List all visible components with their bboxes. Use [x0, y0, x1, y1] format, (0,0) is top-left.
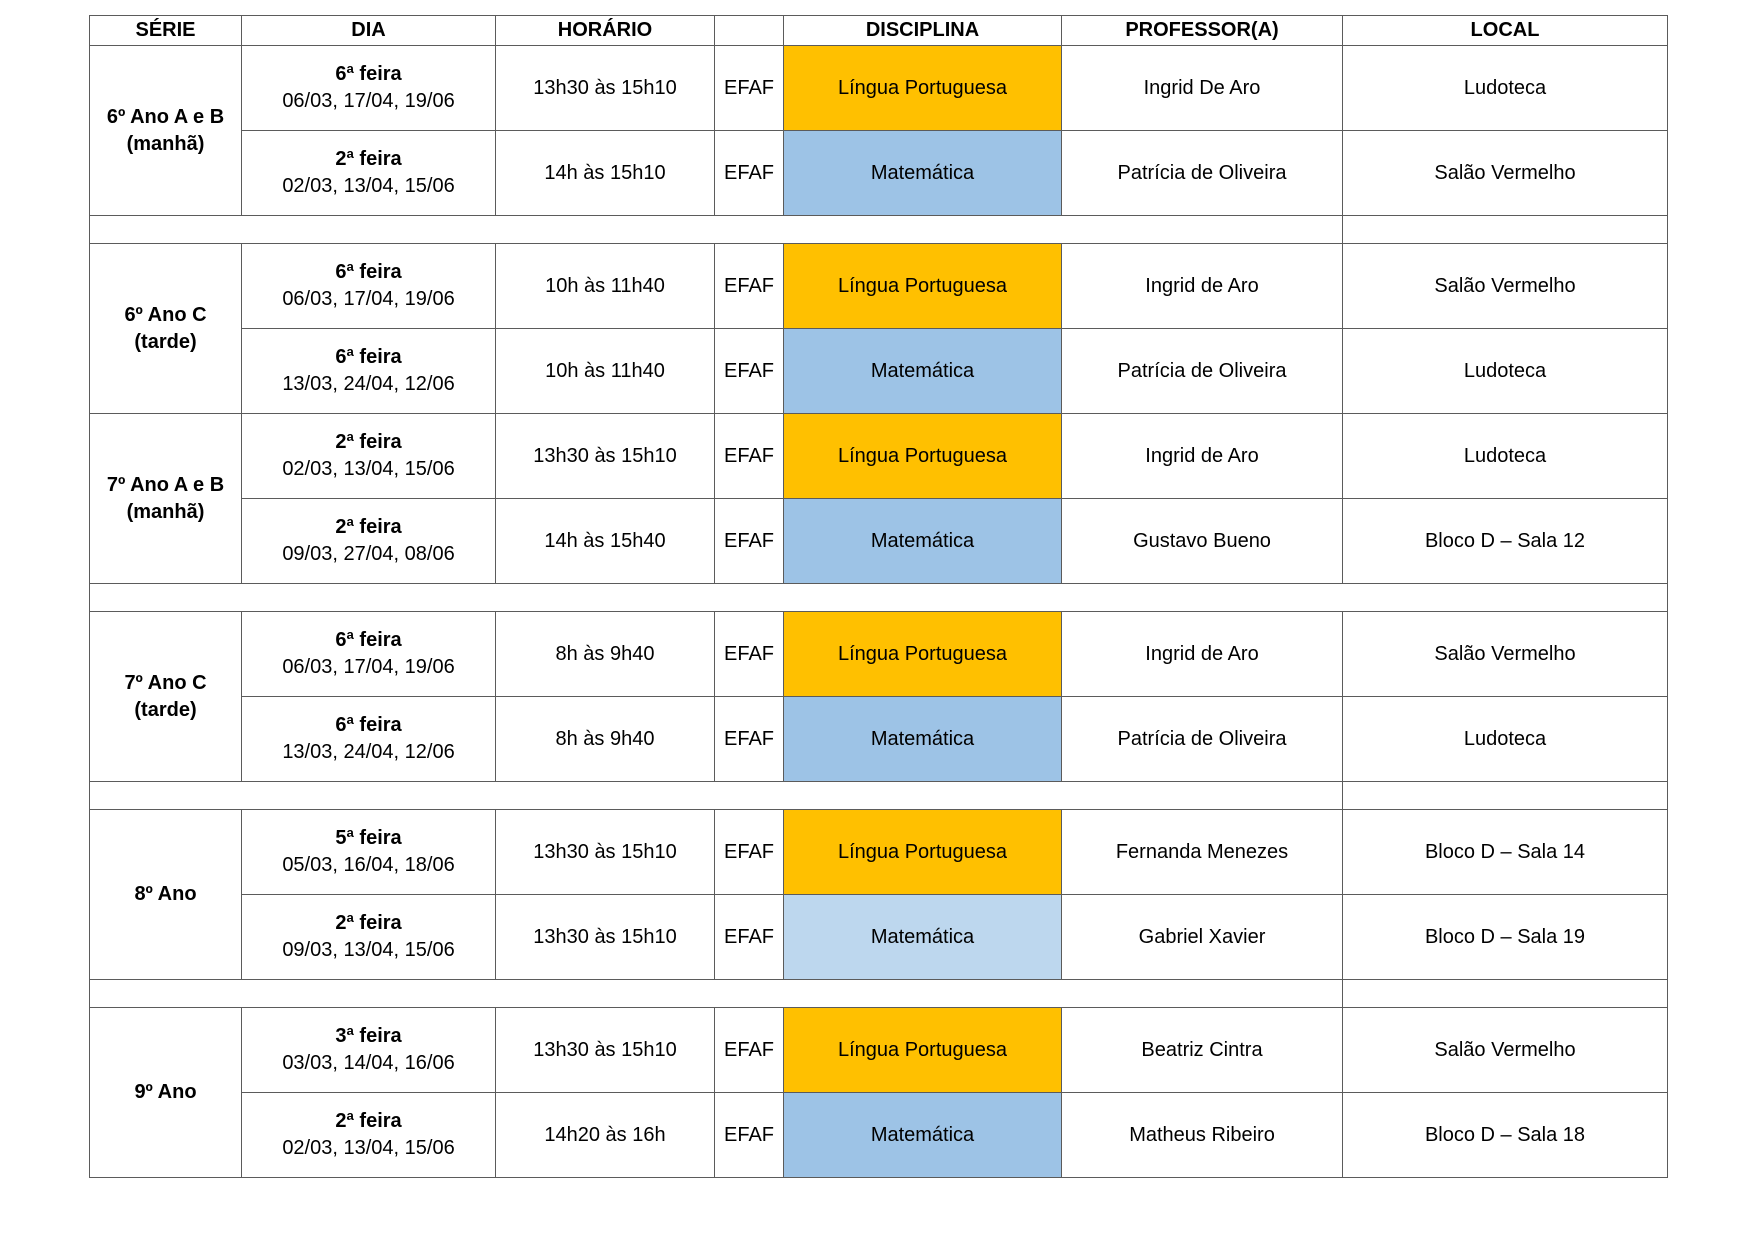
- location-cell: Bloco D – Sala 18: [1343, 1093, 1668, 1178]
- day-dates: 06/03, 17/04, 19/06: [282, 656, 455, 678]
- spacer-row: [90, 782, 1668, 810]
- header-horario: HORÁRIO: [496, 16, 715, 46]
- level-cell: EFAF: [715, 1093, 784, 1178]
- subject-cell: Língua Portuguesa: [784, 244, 1062, 329]
- spacer-cell: [90, 980, 1343, 1008]
- header-row: [90, 16, 1668, 46]
- level-cell: EFAF: [715, 612, 784, 697]
- level-cell: EFAF: [715, 414, 784, 499]
- location-cell: Salão Vermelho: [1343, 244, 1668, 329]
- table-row: [90, 329, 1668, 414]
- subject-cell: Matemática: [784, 131, 1062, 216]
- time-cell: 10h às 11h40: [496, 329, 715, 414]
- header-level: [715, 16, 784, 46]
- serie-cell: 6º Ano A e B (manhã): [90, 46, 242, 216]
- location-cell: Bloco D – Sala 19: [1343, 895, 1668, 980]
- table-row: [90, 414, 1668, 499]
- day-name: 6ª feira: [335, 261, 402, 283]
- day-dates: 02/03, 13/04, 15/06: [282, 175, 455, 197]
- day-dates: 13/03, 24/04, 12/06: [282, 373, 455, 395]
- header-serie: SÉRIE: [90, 16, 242, 46]
- day-name: 5ª feira: [335, 827, 402, 849]
- teacher-cell: Ingrid de Aro: [1062, 244, 1343, 329]
- subject-cell: Língua Portuguesa: [784, 414, 1062, 499]
- day-cell: [242, 244, 496, 329]
- header-dia: DIA: [242, 16, 496, 46]
- subject-cell: Língua Portuguesa: [784, 612, 1062, 697]
- day-name: 6ª feira: [335, 714, 402, 736]
- level-cell: EFAF: [715, 46, 784, 131]
- day-dates: 06/03, 17/04, 19/06: [282, 90, 455, 112]
- level-cell: EFAF: [715, 895, 784, 980]
- day-name: 2ª feira: [335, 148, 402, 170]
- header-professor: PROFESSOR(A): [1062, 16, 1343, 46]
- spacer-cell: [1343, 980, 1668, 1008]
- day-name: 6ª feira: [335, 63, 402, 85]
- day-name: 2ª feira: [335, 1110, 402, 1132]
- day-dates: 09/03, 27/04, 08/06: [282, 543, 455, 565]
- teacher-cell: Ingrid de Aro: [1062, 414, 1343, 499]
- serie-cell: 7º Ano C (tarde): [90, 612, 242, 782]
- subject-cell: Língua Portuguesa: [784, 1008, 1062, 1093]
- table-row: [90, 1093, 1668, 1178]
- day-cell: [242, 1093, 496, 1178]
- spacer-cell: [90, 782, 1343, 810]
- time-cell: 13h30 às 15h10: [496, 46, 715, 131]
- time-cell: 8h às 9h40: [496, 612, 715, 697]
- table-row: [90, 810, 1668, 895]
- day-name: 3ª feira: [335, 1025, 402, 1047]
- day-name: 2ª feira: [335, 431, 402, 453]
- location-cell: Bloco D – Sala 14: [1343, 810, 1668, 895]
- location-cell: Ludoteca: [1343, 329, 1668, 414]
- teacher-cell: Ingrid de Aro: [1062, 612, 1343, 697]
- teacher-cell: Gabriel Xavier: [1062, 895, 1343, 980]
- table-row: [90, 131, 1668, 216]
- time-cell: 13h30 às 15h10: [496, 810, 715, 895]
- table-row: [90, 612, 1668, 697]
- day-cell: [242, 131, 496, 216]
- time-cell: 10h às 11h40: [496, 244, 715, 329]
- day-cell: [242, 1008, 496, 1093]
- day-cell: [242, 895, 496, 980]
- day-cell: [242, 810, 496, 895]
- time-cell: 8h às 9h40: [496, 697, 715, 782]
- level-cell: EFAF: [715, 697, 784, 782]
- table-row: [90, 499, 1668, 584]
- subject-cell: Língua Portuguesa: [784, 46, 1062, 131]
- teacher-cell: Ingrid De Aro: [1062, 46, 1343, 131]
- serie-cell: 6º Ano C (tarde): [90, 244, 242, 414]
- header-disciplina: DISCIPLINA: [784, 16, 1062, 46]
- day-dates: 06/03, 17/04, 19/06: [282, 288, 455, 310]
- table-row: [90, 697, 1668, 782]
- schedule-table: [89, 15, 1668, 1178]
- spacer-row: [90, 584, 1668, 612]
- table-row: [90, 244, 1668, 329]
- day-cell: [242, 697, 496, 782]
- day-dates: 02/03, 13/04, 15/06: [282, 458, 455, 480]
- spacer-row: [90, 216, 1668, 244]
- level-cell: EFAF: [715, 244, 784, 329]
- table-row: [90, 46, 1668, 131]
- time-cell: 13h30 às 15h10: [496, 1008, 715, 1093]
- teacher-cell: Fernanda Menezes: [1062, 810, 1343, 895]
- subject-cell: Língua Portuguesa: [784, 810, 1062, 895]
- serie-cell: 8º Ano: [90, 810, 242, 980]
- location-cell: Salão Vermelho: [1343, 131, 1668, 216]
- day-dates: 13/03, 24/04, 12/06: [282, 741, 455, 763]
- day-cell: [242, 612, 496, 697]
- header-local: LOCAL: [1343, 16, 1668, 46]
- teacher-cell: Patrícia de Oliveira: [1062, 329, 1343, 414]
- teacher-cell: Beatriz Cintra: [1062, 1008, 1343, 1093]
- day-name: 6ª feira: [335, 346, 402, 368]
- spacer-cell: [1343, 782, 1668, 810]
- spacer-cell: [90, 584, 1668, 612]
- serie-cell: 9º Ano: [90, 1008, 242, 1178]
- time-cell: 13h30 às 15h10: [496, 895, 715, 980]
- day-cell: [242, 46, 496, 131]
- day-name: 2ª feira: [335, 516, 402, 538]
- location-cell: Bloco D – Sala 12: [1343, 499, 1668, 584]
- location-cell: Ludoteca: [1343, 697, 1668, 782]
- spacer-row: [90, 980, 1668, 1008]
- day-dates: 09/03, 13/04, 15/06: [282, 939, 455, 961]
- level-cell: EFAF: [715, 810, 784, 895]
- teacher-cell: Patrícia de Oliveira: [1062, 697, 1343, 782]
- location-cell: Ludoteca: [1343, 46, 1668, 131]
- day-cell: [242, 414, 496, 499]
- table-row: [90, 1008, 1668, 1093]
- spacer-cell: [1343, 216, 1668, 244]
- location-cell: Salão Vermelho: [1343, 612, 1668, 697]
- time-cell: 14h às 15h40: [496, 499, 715, 584]
- day-dates: 03/03, 14/04, 16/06: [282, 1052, 455, 1074]
- level-cell: EFAF: [715, 329, 784, 414]
- teacher-cell: Gustavo Bueno: [1062, 499, 1343, 584]
- subject-cell: Matemática: [784, 329, 1062, 414]
- day-name: 6ª feira: [335, 629, 402, 651]
- serie-cell: 7º Ano A e B (manhã): [90, 414, 242, 584]
- day-cell: [242, 499, 496, 584]
- location-cell: Ludoteca: [1343, 414, 1668, 499]
- subject-cell: Matemática: [784, 1093, 1062, 1178]
- subject-cell: Matemática: [784, 697, 1062, 782]
- day-cell: [242, 329, 496, 414]
- subject-cell: Matemática: [784, 499, 1062, 584]
- location-cell: Salão Vermelho: [1343, 1008, 1668, 1093]
- subject-cell: Matemática: [784, 895, 1062, 980]
- level-cell: EFAF: [715, 499, 784, 584]
- day-name: 2ª feira: [335, 912, 402, 934]
- time-cell: 14h às 15h10: [496, 131, 715, 216]
- day-dates: 02/03, 13/04, 15/06: [282, 1137, 455, 1159]
- table-row: [90, 895, 1668, 980]
- day-dates: 05/03, 16/04, 18/06: [282, 854, 455, 876]
- level-cell: EFAF: [715, 131, 784, 216]
- time-cell: 13h30 às 15h10: [496, 414, 715, 499]
- teacher-cell: Matheus Ribeiro: [1062, 1093, 1343, 1178]
- level-cell: EFAF: [715, 1008, 784, 1093]
- spacer-cell: [90, 216, 1343, 244]
- time-cell: 14h20 às 16h: [496, 1093, 715, 1178]
- teacher-cell: Patrícia de Oliveira: [1062, 131, 1343, 216]
